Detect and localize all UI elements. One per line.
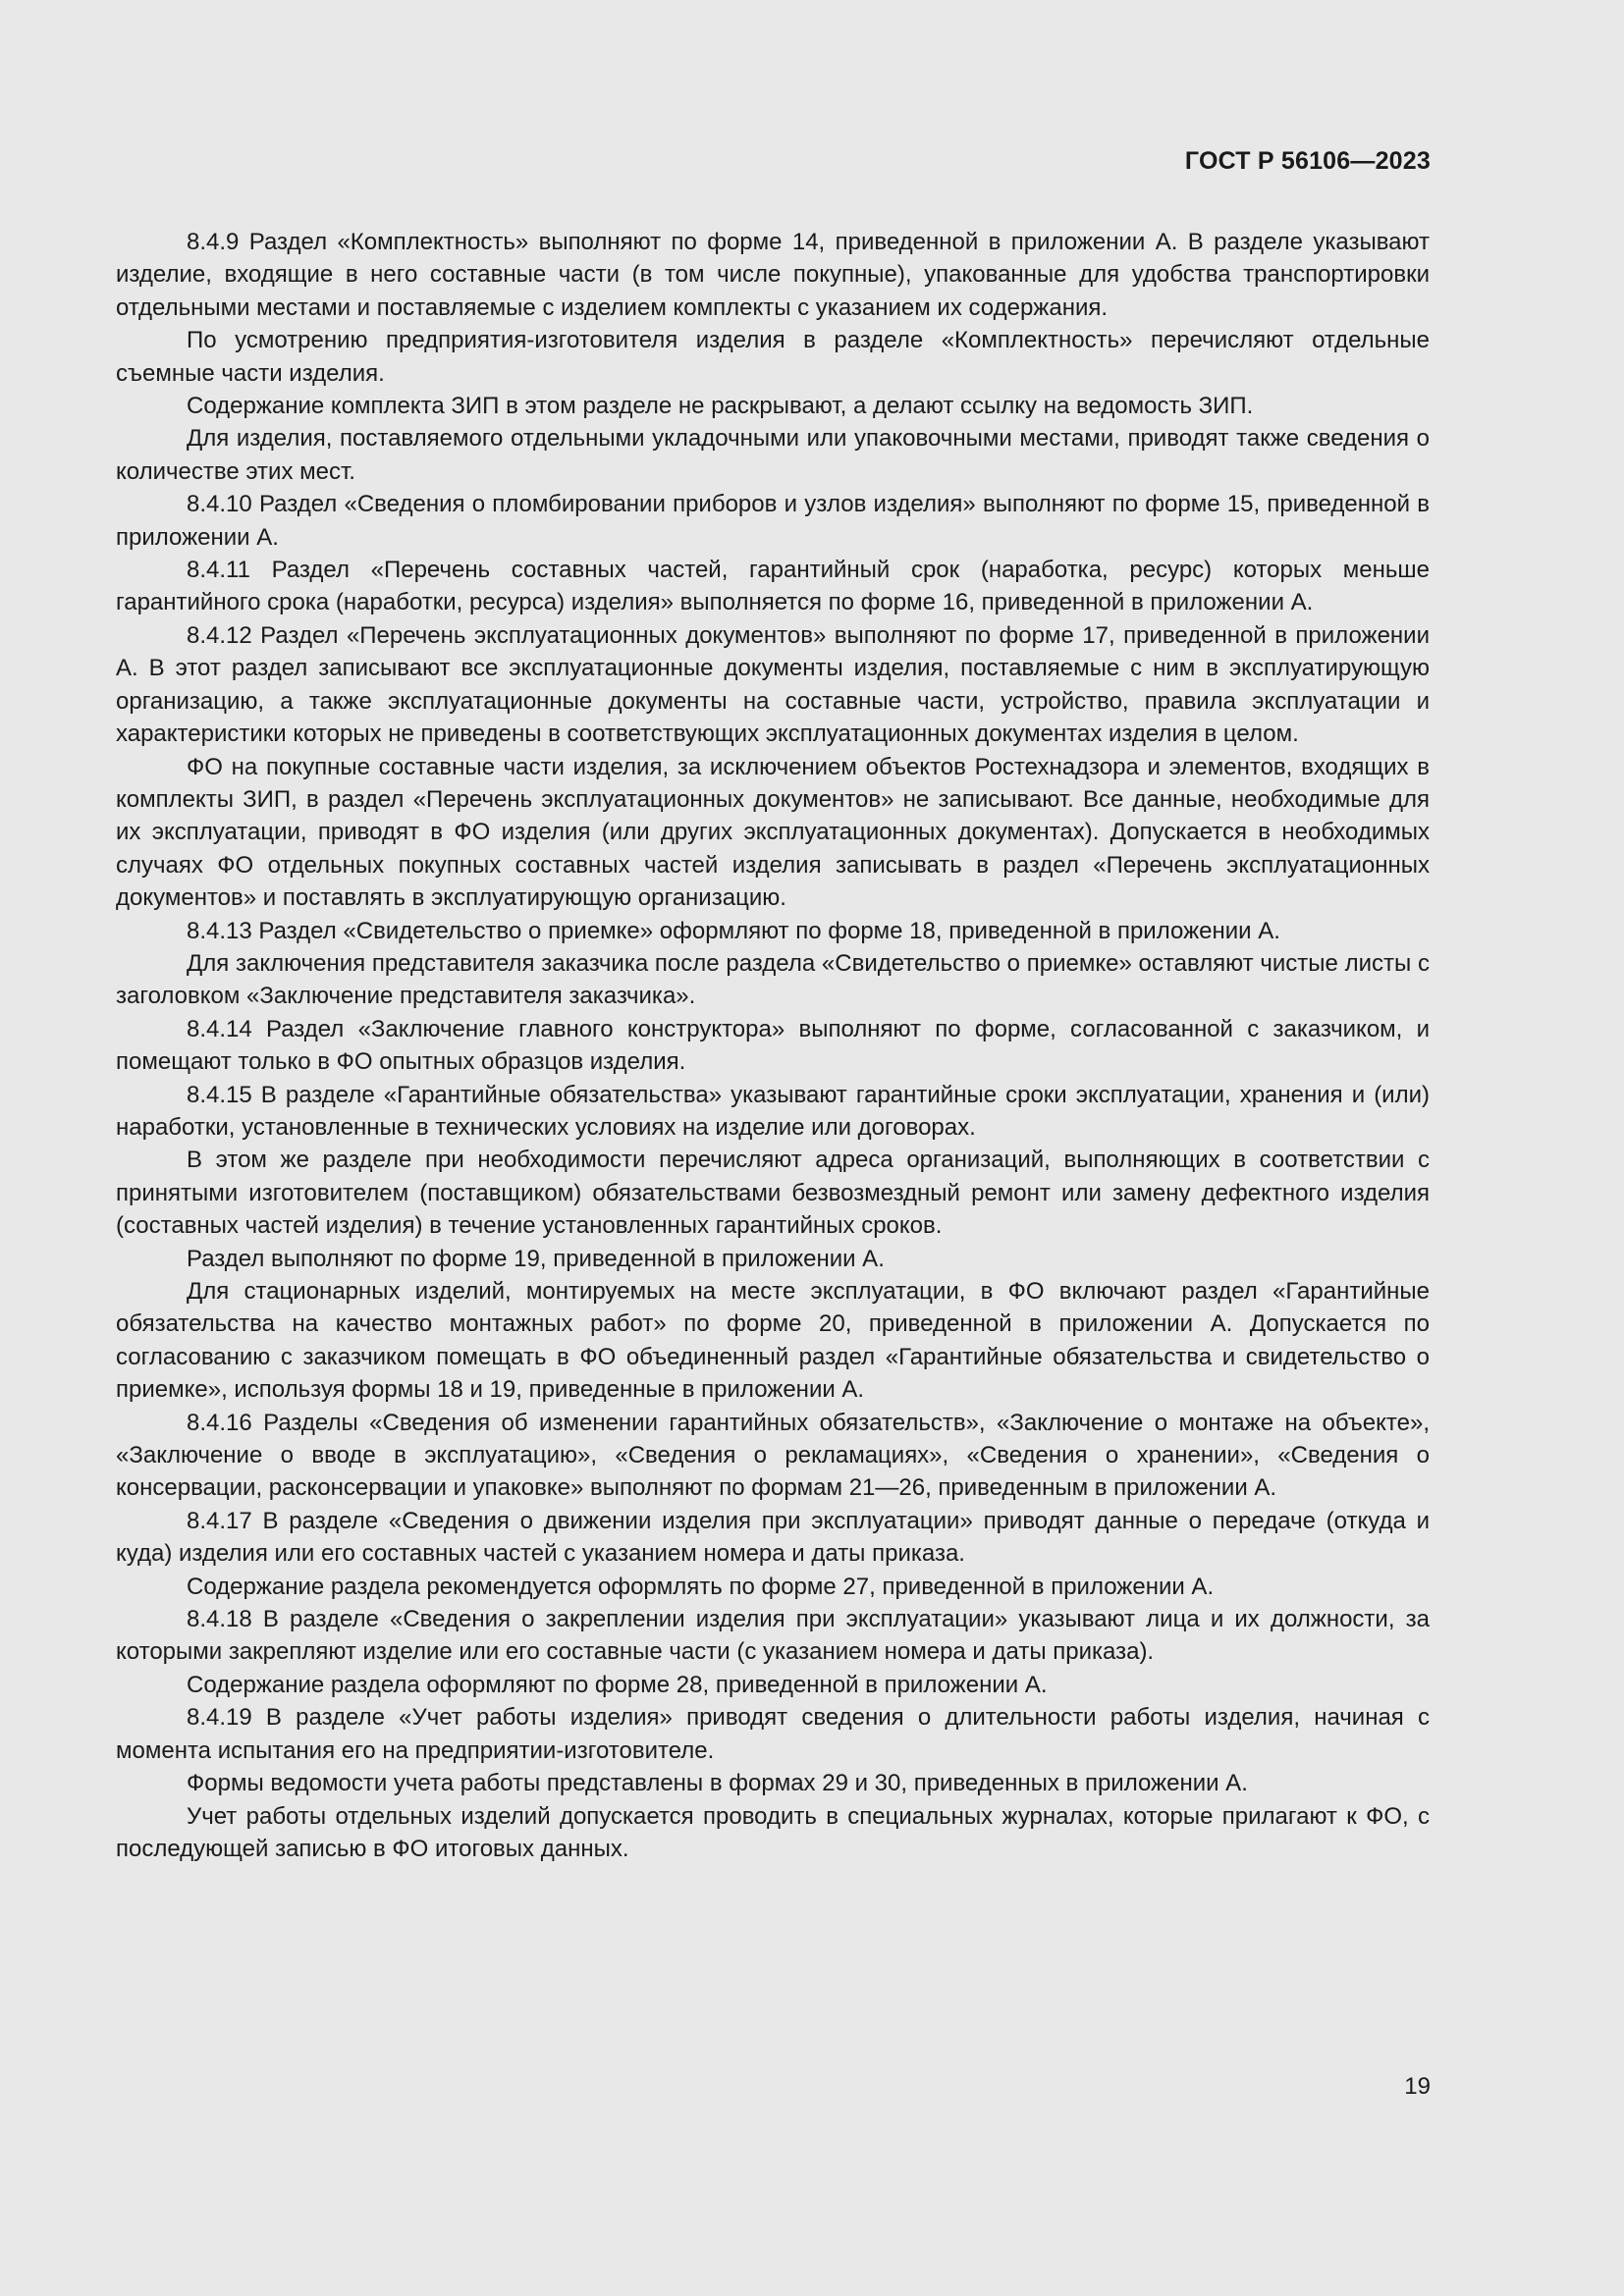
document-body [116,226,1430,1865]
paragraph: 8.4.13 Раздел «Свидетельство о приемке» оформляют по форме 18, приведенной в приложении А. [187,917,1280,944]
paragraph: 8.4.16 Разделы «Сведения об изменении гарантийных обязательств», «Заключение о монтаже на объекте», «Заключение о вводе в эксплуатацию», «Сведения о рекламациях», «Сведения о хранении», «Сведения о консервации, расконсервации и упаковке» выполняют по формам 21—26, приведенным в приложении А. [116,1409,1430,1502]
standard-header: ГОСТ Р 56106—2023 [1184,147,1431,175]
paragraph: 8.4.19 В разделе «Учет работы изделия» приводят сведения о длительности работы изделия, начиная с момента испытания его на предприятии-изготовителе. [116,1704,1430,1764]
paragraph: Для заключения представителя заказчика после раздела «Свидетельство о приемке» оставляют чистые листы с заголовком «Заключение представителя заказчика». [116,949,1430,1010]
paragraph: 8.4.18 В разделе «Сведения о закреплении изделия при эксплуатации» указывают лица и их должности, за которыми закрепляют изделие или его составные части (с указанием номера и даты приказа). [116,1606,1430,1666]
page-number: 19 [1404,2073,1431,2100]
paragraph: Содержание комплекта ЗИП в этом разделе не раскрывают, а делают ссылку на ведомость ЗИП. [187,393,1254,420]
paragraph: 8.4.9 Раздел «Комплектность» выполняют по форме 14, приведенной в приложении А. В разделе указывают изделие, входящие в него составные части (в том числе покупные), упакованные для удобства транспортировки отдельными местами и поставляемые с изделием комплекты с указанием их содержания. [116,229,1430,321]
paragraph: Содержание раздела рекомендуется оформлять по форме 27, приведенной в приложении А. [187,1573,1215,1600]
paragraph: Для изделия, поставляемого отдельными укладочными или упаковочными местами, приводят также сведения о количестве этих мест. [116,425,1430,485]
paragraph: 8.4.14 Раздел «Заключение главного конструктора» выполняют по форме, согласованной с заказчиком, и помещают только в ФО опытных образцов изделия. [116,1015,1430,1076]
paragraph: В этом же разделе при необходимости перечисляют адреса организаций, выполняющих в соответствии с принятыми изготовителем (поставщиком) обязательствами безвозмездный ремонт или замену дефектного изделия (составных частей изделия) в течение установленных гарантийных сроков. [116,1147,1430,1240]
paragraph: 8.4.11 Раздел «Перечень составных частей, гарантийный срок (наработка, ресурс) которых меньше гарантийного срока (наработки, ресурса) изделия» выполняется по форме 16, приведенной в приложении А. [116,557,1430,616]
paragraph: 8.4.17 В разделе «Сведения о движении изделия при эксплуатации» приводят данные о передаче (откуда и куда) изделия или его составных частей с указанием номера и даты приказа. [116,1507,1430,1568]
paragraph: Для стационарных изделий, монтируемых на месте эксплуатации, в ФО включают раздел «Гарантийные обязательства на качество монтажных работ» по форме 20, приведенной в приложении А. Допускается по согласованию с заказчиком помещать в ФО объединенный раздел «Гарантийные обязательства и свидетельство о приемке», используя формы 18 и 19, приведенные в приложении А. [116,1278,1430,1404]
paragraph: Содержание раздела оформляют по форме 28, приведенной в приложении А. [187,1671,1048,1698]
paragraph: По усмотрению предприятия-изготовителя изделия в разделе «Комплектность» перечисляют отдельные съемные части изделия. [116,327,1430,387]
paragraph: Учет работы отдельных изделий допускается проводить в специальных журналах, которые прилагают к ФО, с последующей записью в ФО итоговых данных. [116,1802,1430,1862]
paragraph: ФО на покупные составные части изделия, за исключением объектов Ростехнадзора и элементов, входящих в комплекты ЗИП, в раздел «Перечень эксплуатационных документов» не записывают. Все данные, необходимые для их эксплуатации, приводят в ФО изделия (или других эксплуатационных документах). Допускается в необходимых случаях ФО отдельных покупных составных частей изделия записывать в раздел «Перечень эксплуатационных документов» и поставлять в эксплуатирующую организацию. [116,753,1430,912]
paragraph: Раздел выполняют по форме 19, приведенной в приложении А. [187,1245,885,1272]
paragraph: 8.4.10 Раздел «Сведения о пломбировании приборов и узлов изделия» выполняют по форме 15, приведенной в приложении А. [116,491,1430,551]
paragraph: 8.4.12 Раздел «Перечень эксплуатационных документов» выполняют по форме 17, приведенной в приложении А. В этот раздел записывают все эксплуатационные документы изделия, поставляемые с ним в эксплуатирующую организацию, а также эксплуатационные документы на составные части, устройство, правила эксплуатации и характеристики которых не приведены в соответствующих эксплуатационных документах изделия в целом. [116,621,1430,748]
paragraph: 8.4.15 В разделе «Гарантийные обязательства» указывают гарантийные сроки эксплуатации, хранения и (или) наработки, установленные в технических условиях на изделие или договорах. [116,1081,1430,1141]
paragraph: Формы ведомости учета работы представлены в формах 29 и 30, приведенных в приложении А. [187,1770,1248,1797]
